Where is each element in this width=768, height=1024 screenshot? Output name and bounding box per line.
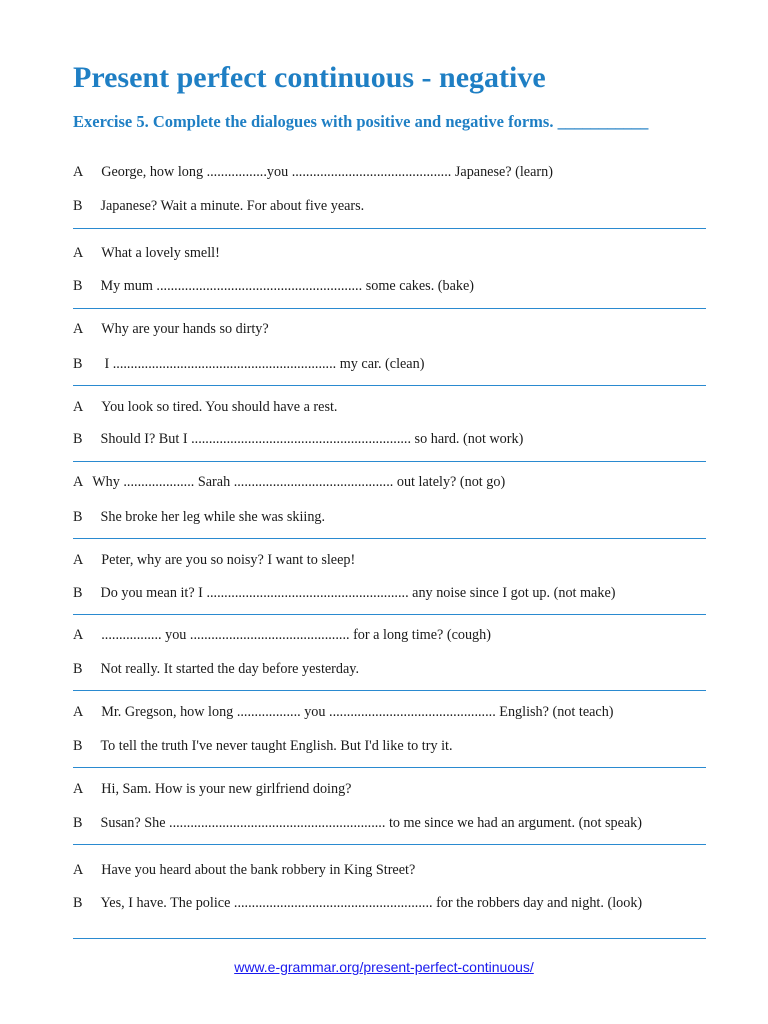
speaker-label: B (73, 815, 83, 831)
dialogue-2-line-b (73, 277, 474, 295)
dialogue-7-line-b (73, 660, 359, 678)
speaker-label: A (73, 399, 84, 415)
separator-line (73, 461, 706, 462)
dialogue-text: Peter, why are you so noisy? I want to sleep! (101, 552, 356, 568)
speaker-label: A (73, 862, 84, 878)
dialogue-text: Why .................... Sarah ............................................. out lately? (not go) (92, 474, 506, 490)
separator-line (73, 308, 706, 309)
separator-line (73, 844, 706, 845)
dialogue-1-line-a (73, 163, 553, 181)
dialogue-text: I ............................................................... my car. (clean) (104, 356, 425, 372)
speaker-label: A (73, 245, 84, 261)
dialogue-6-line-a (73, 551, 355, 569)
dialogue-1-line-b (73, 197, 364, 215)
speaker-label: B (73, 738, 83, 754)
speaker-label: B (73, 895, 83, 911)
speaker-label: A (73, 704, 84, 720)
dialogue-text: Hi, Sam. How is your new girlfriend doing? (101, 781, 352, 797)
page-title: Present perfect continuous - negative (73, 61, 546, 94)
speaker-label: B (73, 509, 83, 525)
speaker-label: B (73, 356, 83, 372)
dialogue-9-line-b (73, 814, 642, 832)
dialogue-text: Have you heard about the bank robbery in King Street? (101, 862, 416, 878)
dialogue-10-line-b (73, 894, 642, 912)
dialogue-5-line-a (73, 473, 505, 491)
speaker-label: B (73, 278, 83, 294)
dialogue-text: George, how long .................you ............................................. Japanese? (learn) (101, 164, 553, 180)
speaker-label: A (73, 781, 84, 797)
dialogue-8-line-a (73, 703, 614, 721)
speaker-label: B (73, 431, 83, 447)
separator-line (73, 228, 706, 229)
dialogue-text: Should I? But I .............................................................. so hard. (not work) (100, 431, 524, 447)
speaker-label: A (73, 627, 84, 643)
dialogue-10-line-a (73, 861, 415, 879)
separator-line (73, 614, 706, 615)
speaker-label: A (73, 474, 84, 490)
separator-line (73, 385, 706, 386)
dialogue-4-line-a (73, 398, 337, 416)
exercise-instructions: Exercise 5. Complete the dialogues with positive and negative forms. ___________ (73, 112, 649, 131)
footer-link[interactable]: www.e-grammar.org/present-perfect-continuous/ (234, 959, 534, 975)
dialogue-text: My mum .......................................................... some cakes. (bake) (100, 278, 475, 294)
separator-line (73, 767, 706, 768)
dialogue-4-line-b (73, 430, 523, 448)
speaker-label: A (73, 164, 84, 180)
speaker-label: B (73, 585, 83, 601)
dialogue-text: Do you mean it? I ......................................................... any noise since I got up. (not make) (100, 585, 616, 601)
dialogue-text: Japanese? Wait a minute. For about five years. (100, 198, 365, 214)
dialogue-text: To tell the truth I've never taught English. But I'd like to try it. (100, 738, 453, 754)
dialogue-3-line-a (73, 320, 269, 338)
dialogue-text: Not really. It started the day before yesterday. (100, 661, 360, 677)
dialogue-3-line-b (73, 355, 424, 373)
dialogue-text: You look so tired. You should have a rest. (101, 399, 338, 415)
dialogue-9-line-a (73, 780, 351, 798)
dialogue-5-line-b (73, 508, 325, 526)
dialogue-text: Why are your hands so dirty? (101, 321, 269, 337)
dialogue-text: What a lovely smell! (101, 245, 220, 261)
dialogue-7-line-a (73, 626, 491, 644)
dialogue-8-line-b (73, 737, 453, 755)
dialogue-text: Susan? She ............................................................. to me since we had an argument. (not speak) (100, 815, 643, 831)
dialogue-text: Mr. Gregson, how long .................. you ............................................... English? (not teach) (101, 704, 614, 720)
dialogue-text: Yes, I have. The police ........................................................ for the robbers day and night. (look) (100, 895, 643, 911)
speaker-label: A (73, 321, 84, 337)
speaker-label: B (73, 198, 83, 214)
dialogue-6-line-b (73, 584, 615, 602)
separator-line (73, 690, 706, 691)
separator-line (73, 538, 706, 539)
dialogue-2-line-a (73, 244, 220, 262)
speaker-label: B (73, 661, 83, 677)
separator-line (73, 938, 706, 939)
dialogue-text: ................. you ............................................. for a long time? (cough) (101, 627, 491, 643)
dialogue-text: She broke her leg while she was skiing. (100, 509, 326, 525)
speaker-label: A (73, 552, 84, 568)
